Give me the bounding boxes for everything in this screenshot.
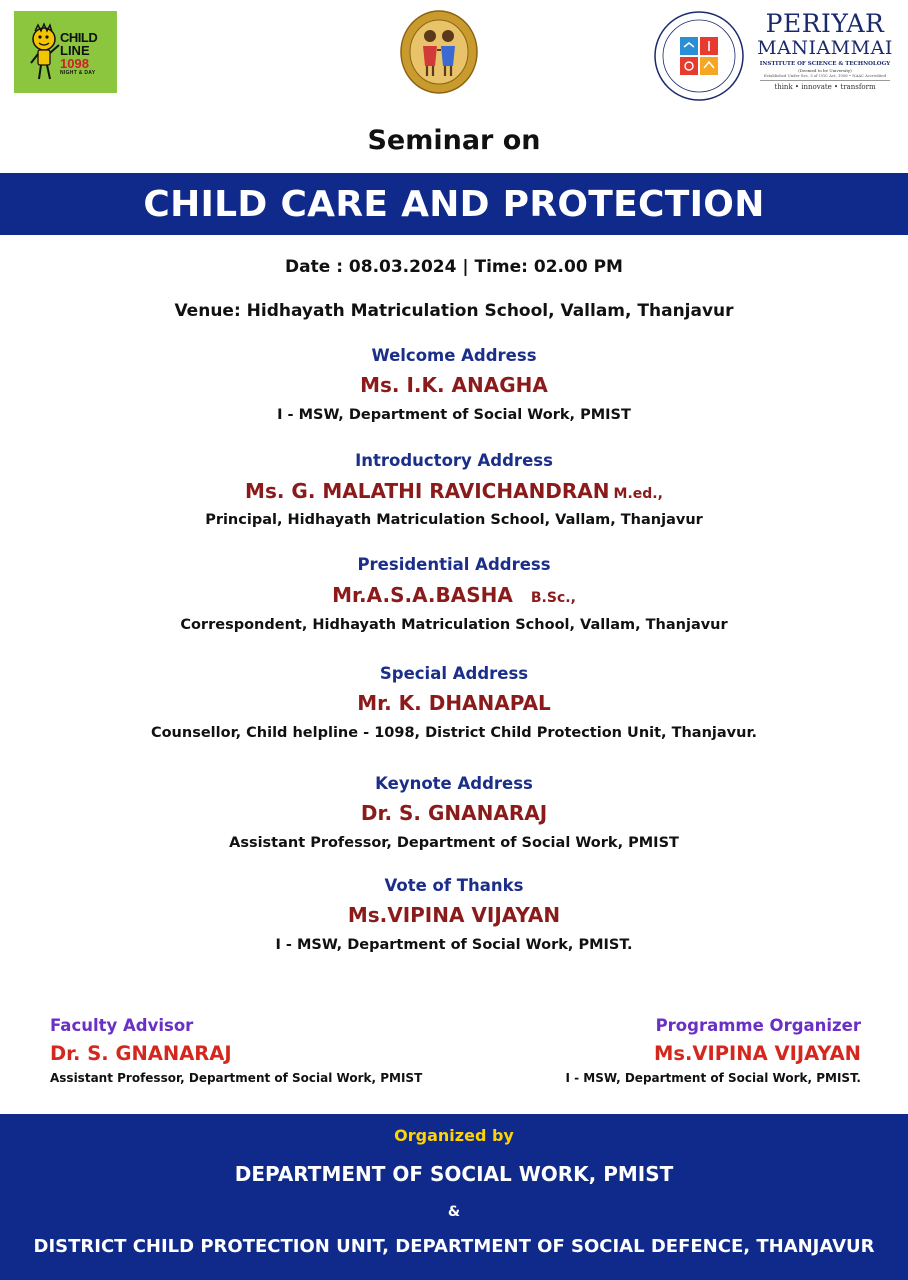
faculty-advisor-desc: Assistant Professor, Department of Social Work, PMIST — [50, 1071, 423, 1085]
pmist-name-line3: INSTITUTE OF SCIENCE & TECHNOLOGY — [759, 61, 891, 67]
childline-tagline: NIGHT & DAY — [60, 70, 96, 76]
program-speaker-name-row — [0, 583, 908, 607]
logo-row — [0, 0, 908, 110]
childline-word-child: CHILD — [60, 30, 98, 45]
pmist-deemed-text: (Deemed to be University) — [798, 68, 852, 73]
program-speaker-desc: I - MSW, Department of Social Work, PMIST — [277, 407, 631, 423]
program-speaker-name: Ms.VIPINA VIJAYAN — [347, 903, 561, 927]
organizer-dcpu: DISTRICT CHILD PROTECTION UNIT, DEPARTMENT OF SOCIAL DEFENCE, THANJAVUR — [33, 1236, 875, 1257]
government-seal-logo — [400, 10, 478, 94]
pmist-wordmark — [752, 10, 898, 100]
pmist-name-line1: PERIYAR — [765, 9, 885, 38]
organized-by-label: Organized by — [394, 1126, 514, 1145]
organizers-footer — [0, 1114, 908, 1280]
programme-organizer-name: Ms.VIPINA VIJAYAN — [653, 1042, 861, 1065]
childline-word-line: LINE — [60, 43, 90, 58]
seminar-title: CHILD CARE AND PROTECTION — [143, 183, 765, 225]
organizer-department: DEPARTMENT OF SOCIAL WORK, PMIST — [234, 1162, 674, 1186]
pmist-emblem-logo — [653, 10, 745, 102]
program-speaker-name: Mr. K. DHANAPAL — [357, 691, 551, 715]
venue-line: Venue: Hidhayath Matriculation School, Vallam, Thanjavur — [174, 301, 734, 321]
programme-organizer-label: Programme Organizer — [655, 1016, 861, 1035]
programme-organizer-block — [565, 1015, 861, 1087]
program-speaker-degree: M.ed., — [613, 486, 663, 502]
program-role: Welcome Address — [371, 346, 537, 365]
faculty-advisor-name: Dr. S. GNANARAJ — [50, 1042, 232, 1065]
program-role: Vote of Thanks — [384, 876, 524, 895]
program-speaker-desc: I - MSW, Department of Social Work, PMIST. — [275, 937, 633, 953]
program-role: Presidential Address — [357, 555, 551, 574]
pmist-established-text: Established Under Sec. 3 of UGC Act, 1956 • NAAC Accredited — [763, 73, 887, 78]
children-seal-icon — [400, 10, 478, 94]
title-band — [0, 173, 908, 235]
date-time-line: Date : 08.03.2024 | Time: 02.00 PM — [285, 257, 623, 277]
programme-organizer-desc: I - MSW, Department of Social Work, PMIST. — [565, 1071, 861, 1085]
childline-logo — [14, 11, 117, 93]
program-speaker-desc: Correspondent, Hidhayath Matriculation School, Vallam, Thanjavur — [180, 617, 728, 633]
faculty-advisor-block — [50, 1015, 422, 1087]
program-role: Special Address — [379, 664, 529, 683]
faculty-advisor-label: Faculty Advisor — [50, 1016, 194, 1035]
seminar-on-heading: Seminar on — [367, 125, 541, 156]
organizer-ampersand: & — [447, 1204, 461, 1220]
program-role: Keynote Address — [375, 774, 533, 793]
program-speaker-name: Ms. I.K. ANAGHA — [360, 373, 548, 397]
program-speaker-name: Mr.A.S.A.BASHA — [332, 583, 513, 607]
pmist-emblem-icon — [653, 10, 745, 102]
program-speaker-desc: Counsellor, Child helpline - 1098, District Child Protection Unit, Thanjavur. — [150, 725, 758, 741]
program-speaker-degree: B.Sc., — [530, 590, 576, 606]
pmist-name-line2: MANIAMMAI — [757, 37, 893, 59]
program-speaker-desc: Assistant Professor, Department of Social Work, PMIST — [229, 835, 679, 851]
program-speaker-desc: Principal, Hidhayath Matriculation School, Vallam, Thanjavur — [205, 512, 703, 528]
childline-number: 1098 — [60, 56, 89, 71]
program-speaker-name-row — [0, 479, 908, 503]
program-speaker-name: Ms. G. MALATHI RAVICHANDRAN — [245, 479, 610, 503]
pmist-tagline: think • innovate • transform — [760, 80, 890, 93]
program-role: Introductory Address — [355, 451, 553, 470]
program-speaker-name: Dr. S. GNANARAJ — [360, 801, 548, 825]
